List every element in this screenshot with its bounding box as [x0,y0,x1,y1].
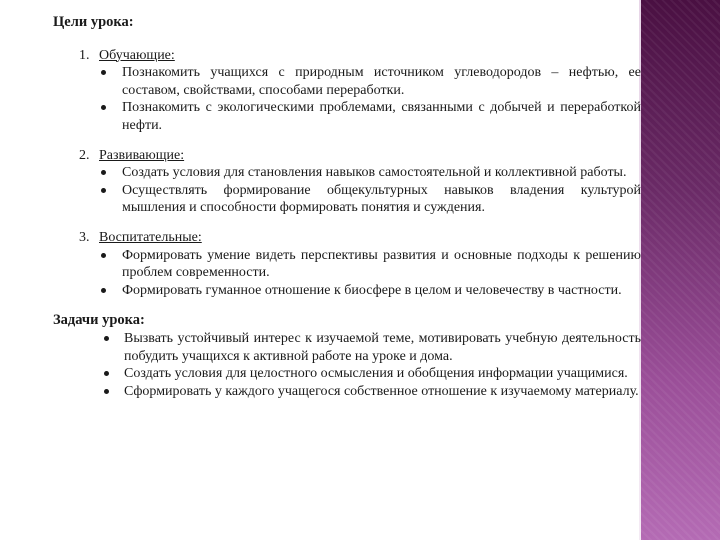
list-item: Вызвать устойчивый интерес к изучаемой теме, мотивировать учебную деятельность побудить учащихся к активной работе на уроке и дома. [53,330,641,365]
section-title: Развивающие: [99,147,185,163]
bullet-icon [104,389,109,394]
section-title: Воспитательные: [99,229,202,245]
list-item: Создать условия для становления навыков самостоятельной и коллективной работы. [53,164,641,182]
list-item: Формировать умение видеть перспективы развития и основные подходы к решению проблем современности. [53,247,641,282]
bullet-icon [101,253,106,258]
section-teaching [53,47,641,135]
bullet-icon [104,336,109,341]
document-body [53,14,641,400]
list-item: Осуществлять формирование общекультурных навыков владения культурой мышления и способности формировать понятия и суждения. [53,182,641,217]
section-educational [53,229,641,299]
bullet-icon [101,70,106,75]
bullet-icon [104,371,109,376]
bullet-icon [101,288,106,293]
section-number: 3. [79,229,90,245]
decorative-purple-stripe [641,0,720,540]
bullet-icon [101,188,106,193]
bullet-icon [101,170,106,175]
tasks-heading: Задачи урока: [53,312,145,329]
section-number: 2. [79,147,90,163]
section-title: Обучающие: [99,47,175,63]
section-developing [53,147,641,217]
list-item: Сформировать у каждого учащегося собственное отношение к изучаемому материалу. [53,383,641,401]
list-item: Познакомить учащихся с природным источником углеводородов – нефтью, ее составом, свойствами, способами переработки. [53,64,641,99]
goals-heading: Цели урока: [53,14,134,30]
section-number: 1. [79,47,90,63]
list-item: Формировать гуманное отношение к биосфере в целом и человечеству в частности. [53,282,641,300]
list-item: Познакомить с экологическими проблемами, связанными с добычей и переработкой нефти. [53,99,641,134]
bullet-icon [101,105,106,110]
tasks-list [53,330,641,400]
list-item: Создать условия для целостного осмысления и обобщения информации учащимися. [53,365,641,383]
